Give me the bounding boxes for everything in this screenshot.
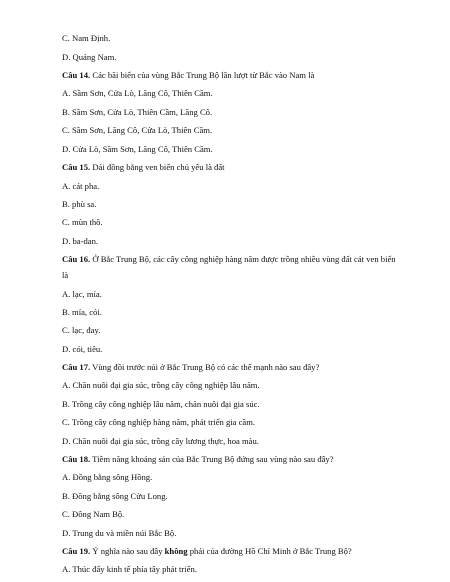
question-number: Câu 15.: [62, 162, 91, 172]
question-number: Câu 14.: [62, 70, 91, 80]
question-14: [62, 70, 416, 81]
question-15: [62, 162, 416, 173]
q18-option-a: A. Đồng bằng sông Hồng.: [62, 472, 153, 482]
q14-option-d: D. Cửa Lò, Sầm Sơn, Lăng Cô, Thiên Cầm.: [62, 144, 213, 154]
q16-option-d: D. cói, tiêu.: [62, 344, 103, 354]
q18-option-d: D. Trung du và miền núi Bắc Bộ.: [62, 528, 177, 538]
question-16-continued: là: [62, 270, 69, 280]
question-18: [62, 454, 416, 465]
q16-option-a: A. lạc, mía.: [62, 289, 102, 299]
q18-option-b: B. Đồng bằng sông Cửu Long.: [62, 491, 168, 501]
q15-option-a: A. cát pha.: [62, 181, 100, 191]
q17-option-b: B. Trồng cây công nghiệp lâu năm, chăn nuôi đại gia súc.: [62, 399, 260, 409]
question-text: Vùng đồi trước núi ở Bắc Trung Bộ có các thế mạnh nào sau đây?: [90, 362, 320, 372]
question-number: Câu 18.: [62, 454, 91, 464]
q14-option-b: B. Sầm Sơn, Cửa Lò, Thiên Cầm, Lăng Cô.: [62, 107, 213, 117]
q19-option-a: A. Thúc đẩy kinh tế phía tây phát triển.: [62, 564, 197, 574]
question-emphasis: không: [164, 546, 188, 556]
q14-option-a: A. Sầm Sơn, Cửa Lò, Lăng Cô, Thiên Cầm.: [62, 88, 213, 98]
q18-option-c: C. Đông Nam Bộ.: [62, 509, 125, 519]
question-number: Câu 19.: [62, 546, 91, 556]
q15-option-c: C. mùn thô.: [62, 217, 103, 227]
q16-option-c: C. lạc, đay.: [62, 325, 101, 335]
q15-option-b: B. phù sa.: [62, 199, 97, 209]
question-text: Dải đồng bằng ven biển chủ yếu là đất: [90, 162, 225, 172]
q16-option-b: B. mía, cói.: [62, 307, 102, 317]
question-number: Câu 16.: [62, 254, 91, 264]
q17-option-c: C. Trồng cây công nghiệp hàng năm, phát triển gia cầm.: [62, 417, 256, 427]
question-number: Câu 17.: [62, 362, 91, 372]
option-d-prev: D. Quảng Nam.: [62, 52, 117, 62]
question-17: [62, 362, 416, 373]
question-text: Ý nghĩa nào sau đây: [90, 546, 165, 556]
question-text: Tiềm năng khoáng sản của Bắc Trung Bộ đứng sau vùng nào sau đây?: [90, 454, 334, 464]
option-c-prev: C. Nam Định.: [62, 33, 111, 43]
q17-option-a: A. Chăn nuôi đại gia súc, trồng cây công nghiệp lâu năm.: [62, 380, 260, 390]
question-text-end: phải của đường Hồ Chí Minh ở Bắc Trung Bộ?: [187, 546, 352, 556]
question-text: Các bãi biển của vùng Bắc Trung Bộ lần lượt từ Bắc vào Nam là: [90, 70, 315, 80]
question-19: [62, 546, 416, 557]
question-text: Ở Bắc Trung Bộ, các cây công nghiệp hàng năm được trồng nhiều vùng đất cát ven biển: [90, 254, 396, 264]
q14-option-c: C. Sầm Sơn, Lăng Cô, Cửa Lò, Thiên Cầm.: [62, 125, 213, 135]
q17-option-d: D. Chăn nuôi đại gia súc, trồng cây lương thực, hoa màu.: [62, 436, 259, 446]
question-16: [62, 254, 416, 265]
q15-option-d: D. ba-dan.: [62, 236, 99, 246]
